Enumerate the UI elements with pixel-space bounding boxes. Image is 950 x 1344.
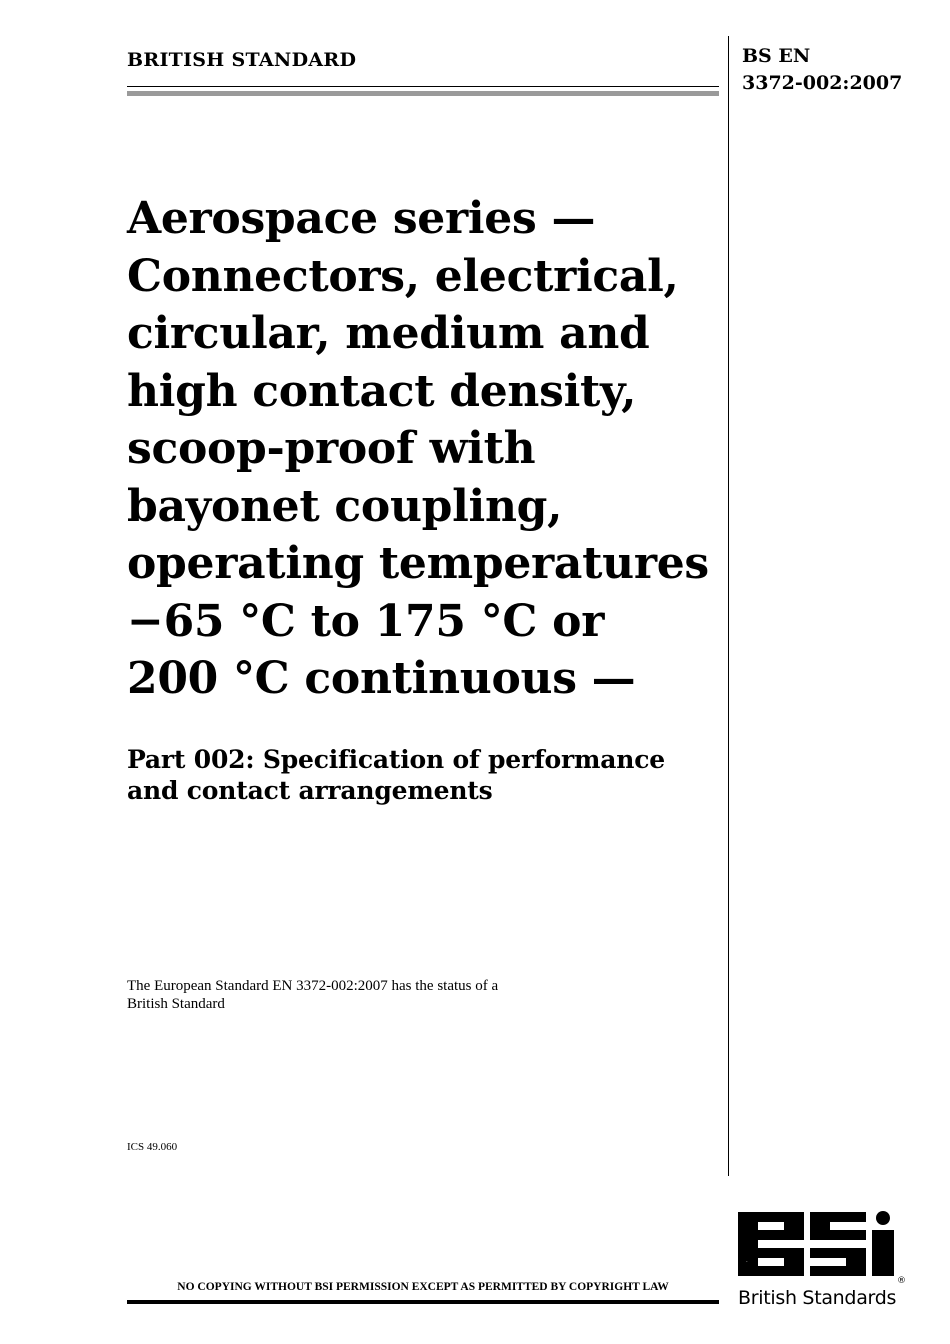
copyright-notice: NO COPYING WITHOUT BSI PERMISSION EXCEPT AS PERMITTED BY COPYRIGHT LAW xyxy=(177,1281,669,1293)
registered-mark: ® xyxy=(897,1276,906,1286)
logo-caption: British Standards xyxy=(738,1287,897,1309)
title-line: scoop-proof with xyxy=(127,423,536,474)
part-title-line: and contact arrangements xyxy=(127,776,493,805)
title-line: 200 °C continuous — xyxy=(127,653,636,704)
title-line: operating temperatures xyxy=(127,538,709,589)
document-title xyxy=(127,190,727,708)
status-note-line: British Standard xyxy=(127,996,225,1012)
title-line: circular, medium and xyxy=(127,308,650,359)
title-line: Aerospace series — xyxy=(127,193,596,244)
header-rule-thin xyxy=(127,86,719,87)
logo-mark-text: BSi xyxy=(746,1262,748,1263)
standard-number-line: 3372-002:2007 xyxy=(742,72,903,94)
standard-number xyxy=(742,43,942,97)
footer-rule xyxy=(127,1300,719,1304)
part-title xyxy=(127,744,722,806)
part-title-line: Part 002: Specification of performance xyxy=(127,745,665,774)
title-line: high contact density, xyxy=(127,365,637,417)
standard-number-line: BS EN xyxy=(742,45,811,67)
ics-code: ICS 49.060 xyxy=(127,1141,178,1153)
title-line: −65 °C to 175 °C or xyxy=(127,595,605,647)
vertical-divider xyxy=(728,36,729,1176)
status-note xyxy=(127,977,627,1013)
header-label: BRITISH STANDARD xyxy=(127,49,357,71)
header-rule-thick xyxy=(127,91,719,96)
status-note-line: The European Standard EN 3372-002:2007 has the status of a xyxy=(127,978,499,994)
title-line: bayonet coupling, xyxy=(127,480,563,532)
title-line: Connectors, electrical, xyxy=(127,250,679,302)
